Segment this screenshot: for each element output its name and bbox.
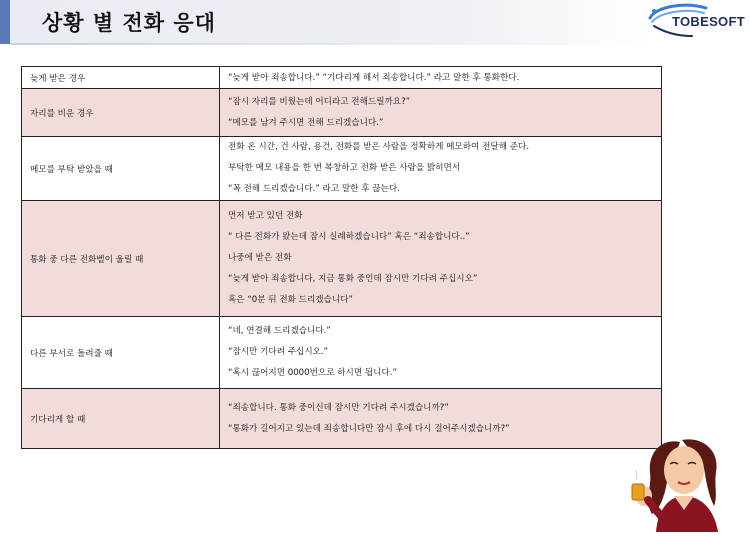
response-line: “죄송합니다. 통화 중이신데 잠시만 기다려 주시겠습니까?” <box>228 402 449 413</box>
phone-etiquette-table <box>21 66 662 449</box>
header-accent-bar <box>0 0 10 44</box>
response-cell <box>220 67 662 89</box>
response-line: “혹시 끊어지면 0000번으로 하시면 됩니다.” <box>228 368 397 378</box>
response-cell <box>220 317 662 389</box>
response-line: “ 다른 전화가 왔는데 잠시 실례하겠습니다” 혹은 “죄송합니다..” <box>228 232 470 242</box>
situation-cell: 자리를 비운 경우 <box>22 89 220 137</box>
table-row <box>22 317 662 389</box>
table-row <box>22 201 662 317</box>
response-cell <box>220 389 662 449</box>
response-line: “통화가 길어지고 있는데 죄송합니다만 잠시 후에 다시 걸어주시겠습니까?” <box>228 423 510 434</box>
table-row <box>22 89 662 137</box>
page-title: 상황 별 전화 응대 <box>42 11 216 35</box>
response-line: “잠시만 기다려 주십시오.” <box>228 347 329 357</box>
response-line: “메모를 남겨 주시면 전해 드리겠습니다.” <box>228 117 384 128</box>
response-line: 전화 온 시간, 건 사람, 용건, 전화를 받은 사람을 정확하게 메모하여 전달해 준다. <box>228 142 530 152</box>
situation-cell: 메모를 부탁 받았을 때 <box>22 137 220 201</box>
response-line: 부탁한 메모 내용을 한 번 복창하고 전화 받은 사람을 밝히면서 <box>228 163 461 173</box>
table-row <box>22 137 662 201</box>
table-row <box>22 67 662 89</box>
response-line: 먼저 받고 있던 전화 <box>228 211 303 221</box>
response-line: “네, 연결해 드리겠습니다.” <box>228 326 331 336</box>
company-logo <box>646 2 750 40</box>
response-line: 나중에 받은 전화 <box>228 253 292 263</box>
response-cell <box>220 201 662 317</box>
header-underline <box>10 43 650 45</box>
situation-cell: 늦게 받은 경우 <box>22 67 220 89</box>
logo-text: TOBESOFT <box>672 14 745 29</box>
response-line: 혹은 “0분 뒤 전화 드리겠습니다” <box>228 295 353 305</box>
response-line: “늦게 받아 죄송합니다.” “기다리게 해서 죄송합니다.” 라고 말한 후 통화한다. <box>228 72 520 83</box>
response-line: “늦게 받아 죄송합니다, 지금 통화 중인데 잠시만 기다려 주십시오” <box>228 274 478 284</box>
response-cell <box>220 137 662 201</box>
situation-cell: 다른 부서로 돌려줄 때 <box>22 317 220 389</box>
situation-cell: 기다리게 할 때 <box>22 389 220 449</box>
response-line: “잠시 자리를 비웠는데 어디라고 전해드릴까요?” <box>228 96 411 107</box>
woman-holding-cup-illustration <box>622 430 750 532</box>
situation-cell: 통화 중 다른 전화벨이 울릴 때 <box>22 201 220 317</box>
response-cell <box>220 89 662 137</box>
response-line: “꼭 전해 드리겠습니다.” 라고 말한 후 끊는다. <box>228 184 400 194</box>
page-header <box>0 0 750 46</box>
table-row <box>22 389 662 449</box>
